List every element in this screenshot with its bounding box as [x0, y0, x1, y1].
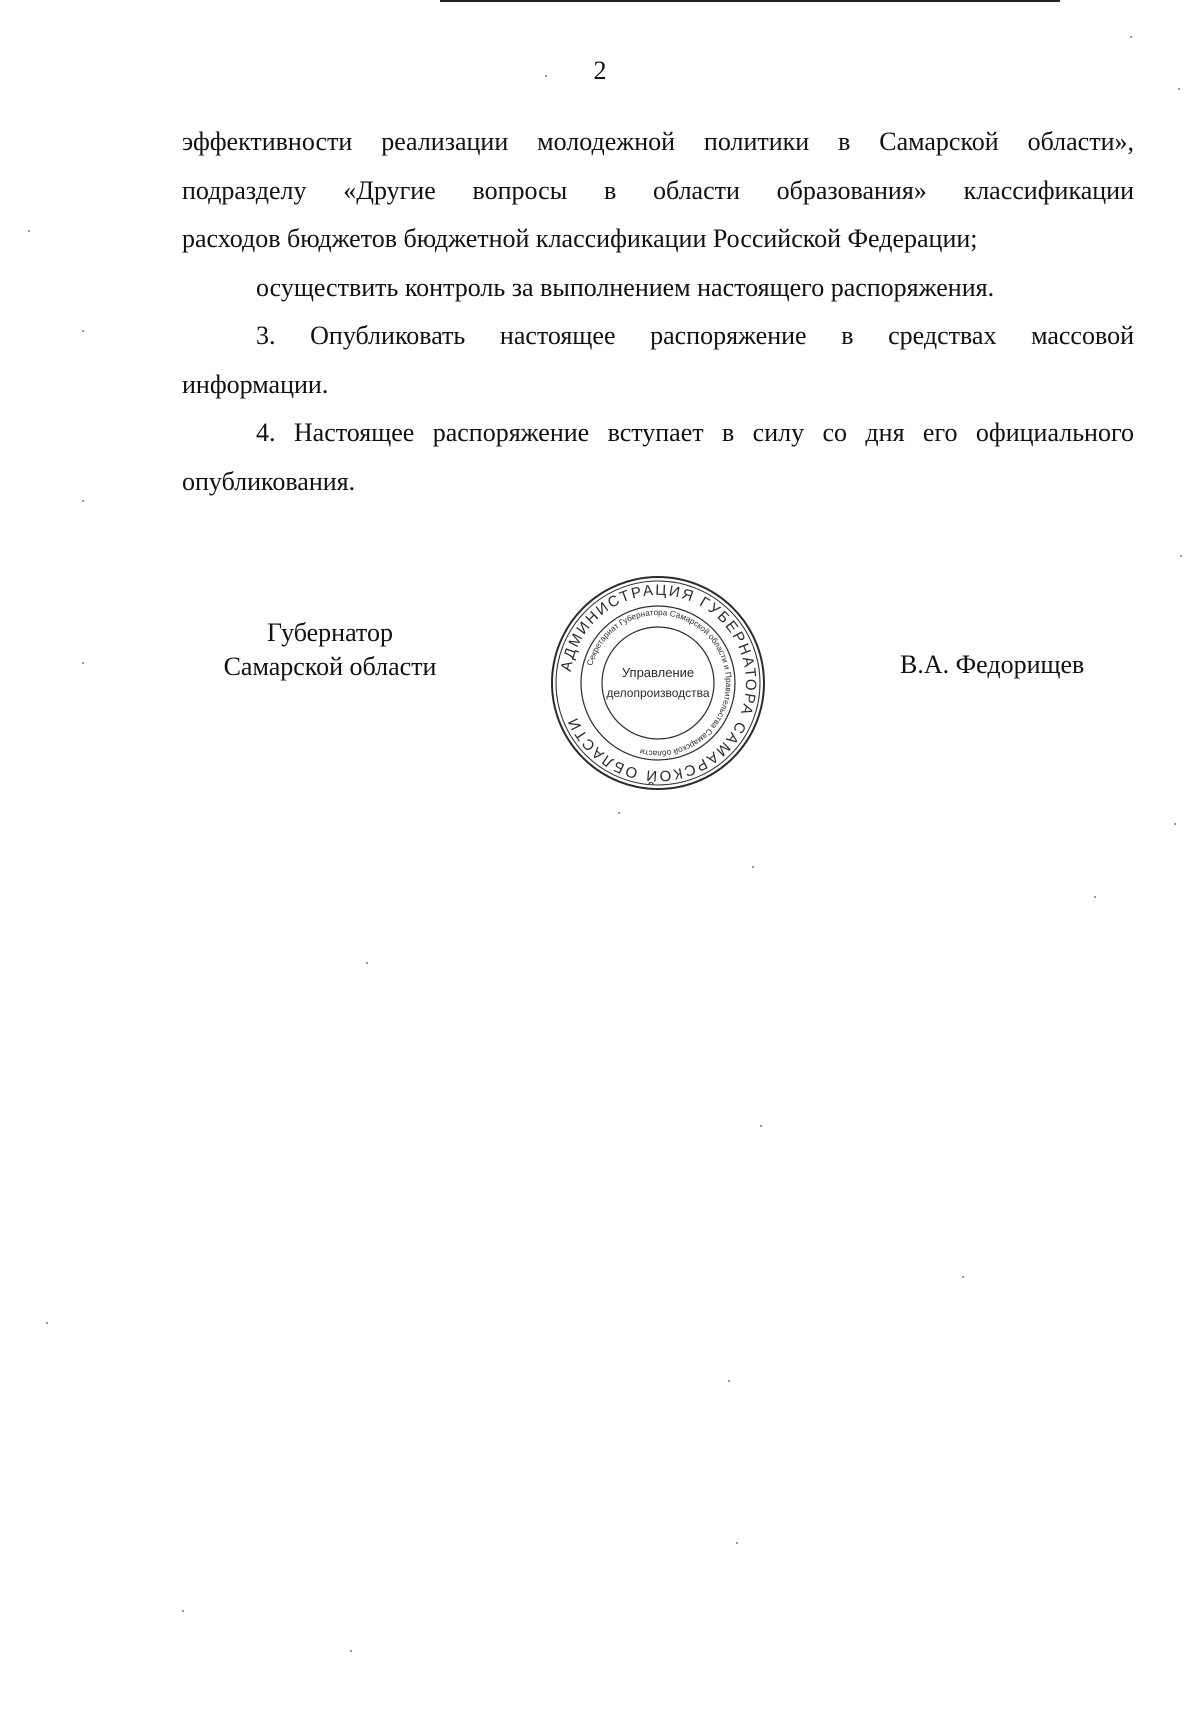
- seal-center-line-1: Управление: [621, 665, 695, 680]
- scan-speck: [182, 1610, 184, 1612]
- scan-speck: [545, 75, 547, 77]
- scan-speck: [46, 1322, 48, 1324]
- scan-speck: [1174, 823, 1176, 825]
- paragraph-3-line-1: 3. Опубликовать настоящее распоряжение в средствах массовой: [256, 321, 1134, 350]
- paragraph-control: осуществить контроль за выполнением настоящего распоряжения.: [256, 272, 995, 302]
- paragraph-3-line-2: информации.: [182, 369, 329, 399]
- paragraph-4-line-1: 4. Настоящее распоряжение вступает в силу со дня его официального: [256, 418, 1134, 447]
- scan-speck: [82, 330, 84, 332]
- scan-speck: [82, 500, 84, 502]
- signatory-title: [200, 616, 460, 684]
- paragraph-4-line-2: опубликования.: [182, 466, 356, 496]
- seal-center-line-2: делопроизводства: [606, 686, 710, 700]
- top-scan-rule: [440, 0, 1060, 2]
- scan-speck: [728, 1380, 730, 1382]
- signatory-title-line-1: Губернатор: [267, 618, 393, 647]
- scan-speck: [1178, 88, 1180, 90]
- scan-speck: [618, 812, 620, 814]
- body-line: подразделу «Другие вопросы в области образования» классификации: [182, 175, 1134, 205]
- seal-inner-ring: [602, 627, 714, 739]
- scan-speck: [736, 1542, 738, 1544]
- scan-speck: [28, 230, 30, 232]
- scan-speck: [1094, 896, 1096, 898]
- scan-speck: [82, 662, 84, 664]
- body-line: расходов бюджетов бюджетной классификации Российской Федерации;: [182, 224, 978, 253]
- scan-speck: [1180, 555, 1182, 557]
- seal-outer-text: АДМИНИСТРАЦИЯ ГУБЕРНАТОРА САМАРСКОЙ ОБЛАСТИ: [557, 581, 760, 785]
- official-seal: [548, 573, 768, 793]
- seal-middle-ring: [581, 606, 735, 760]
- scan-speck: [1130, 36, 1132, 38]
- scan-speck: [350, 1650, 352, 1652]
- scan-speck: [752, 866, 754, 868]
- scan-speck: [962, 1276, 964, 1278]
- signatory-title-line-2: Самарской области: [223, 652, 437, 681]
- page-number: 2: [593, 56, 607, 85]
- signatory-name: В.А. Федорищев: [900, 650, 1085, 679]
- document-body: [182, 118, 1134, 506]
- scan-speck: [366, 962, 368, 964]
- seal-inner-text: Секретариат Губернатора Самарской области и Правительства Самарской области: [585, 607, 734, 759]
- scan-speck: [760, 1125, 762, 1127]
- body-line: эффективности реализации молодежной политики в Самарской области»,: [182, 127, 1134, 156]
